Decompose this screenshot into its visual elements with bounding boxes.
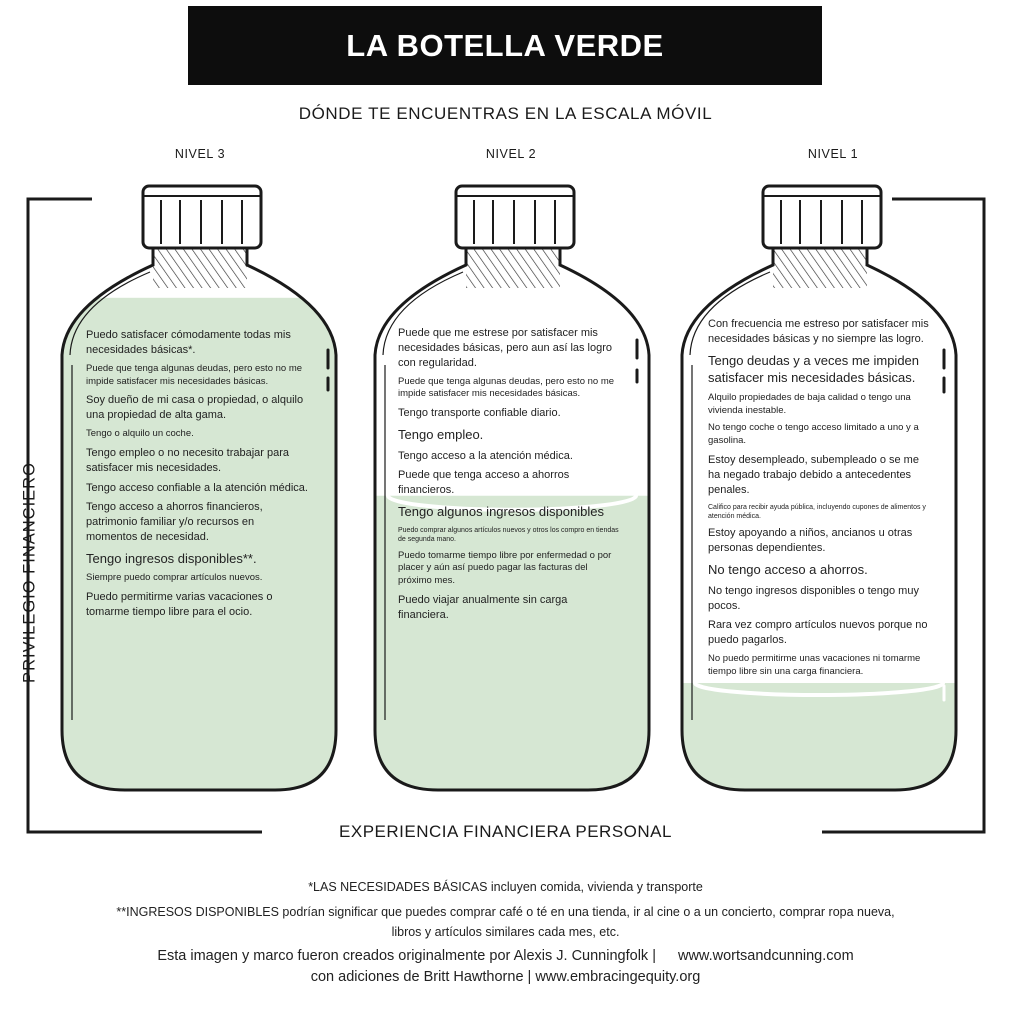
statement: Puedo satisfacer cómodamente todas mis necesidades básicas*.	[86, 329, 291, 356]
statement: Tengo acceso confiable a la atención médica.	[86, 481, 308, 494]
level-label-1: NIVEL 1	[807, 147, 859, 161]
bottle-text-level-3	[86, 328, 308, 625]
liquid-fill	[675, 683, 965, 800]
statement: Puede que me estrese por satisfacer mis necesidades básicas, pero aun así las logro con regularidad.	[398, 327, 613, 369]
statement: Soy dueño de mi casa o propiedad, o alquilo una propiedad de alta gama.	[86, 394, 304, 422]
statement: Rara vez compro artículos nuevos porque no puedo pagarlos.	[708, 619, 928, 647]
statement: Tengo algunos ingresos disponibles	[398, 504, 604, 520]
statement: Puedo tomarme tiempo libre por enfermedad o por placer y aún así puedo pagar las facturas del próximo mes.	[398, 549, 612, 587]
credits	[0, 946, 1011, 988]
footnote-necesidades: *LAS NECESIDADES BÁSICAS incluyen comida, vivienda y transporte	[308, 880, 703, 894]
statement: Tengo acceso a ahorros financieros, patrimonio familiar y/o recursos en momentos de necesidad.	[86, 501, 263, 544]
statement: Puede que tenga algunas deudas, pero esto no me impide satisfacer mis necesidades básicas.	[398, 375, 615, 400]
statement: Puedo permitirme varias vacaciones o tomarme tiempo libre para el ocio.	[86, 591, 273, 619]
page-title: LA BOTELLA VERDE	[346, 27, 664, 63]
statement: Alquilo propiedades de baja calidad o tengo una vivienda inestable.	[708, 391, 911, 416]
credit-link-worts[interactable]: www.wortsandcunning.com	[677, 948, 854, 964]
statement: Puedo viajar anualmente sin carga financiera.	[398, 593, 568, 621]
subtitle: DÓNDE TE ENCUENTRAS EN LA ESCALA MÓVIL	[298, 104, 713, 123]
statement: Tengo empleo o no necesito trabajar para satisfacer mis necesidades.	[86, 446, 290, 474]
statement: Tengo o alquilo un coche.	[86, 428, 194, 439]
statement: Siempre puedo comprar artículos nuevos.	[86, 572, 263, 584]
statement: Tengo transporte confiable diario.	[398, 407, 561, 420]
statement: Califico para recibir ayuda pública, incluyendo cupones de alimentos y atención médica.	[708, 503, 926, 520]
statement: Tengo acceso a la atención médica.	[398, 449, 573, 462]
statement: Tengo ingresos disponibles**.	[86, 550, 257, 566]
level-label-2: NIVEL 2	[485, 147, 537, 161]
statement: No tengo acceso a ahorros.	[708, 562, 868, 578]
credit-author: Esta imagen y marco fueron creados originalmente por Alexis J. Cunningfolk |	[157, 948, 656, 964]
footnote-ingresos: **INGRESOS DISPONIBLES podrían significar que puedes comprar café o té en una tienda, ir al cine o a un concierto, comprar ropa nueva, libros y artículos similares cada mes, etc.	[116, 905, 895, 939]
credit-additions: con adiciones de Britt Hawthorne | www.embracingequity.org	[310, 969, 701, 986]
statement: No tengo coche o tengo acceso limitado a uno y a gasolina.	[708, 422, 919, 447]
level-label-3: NIVEL 3	[174, 147, 226, 161]
bottle-text-level-2	[398, 326, 620, 628]
statement: Estoy desempleado, subempleado o se me ha negado trabajo debido a antecedentes penales.	[708, 454, 919, 496]
statement: Puede que tenga acceso a ahorros financieros.	[398, 469, 570, 497]
statement: Puede que tenga algunas deudas, pero esto no me impide satisfacer mis necesidades básicas.	[86, 362, 303, 387]
statement: No tengo ingresos disponibles o tengo muy pocos.	[708, 584, 919, 612]
axis-bottom-label: EXPERIENCIA FINANCIERA PERSONAL	[339, 822, 672, 841]
axis-left-label: PRIVILEGIO FINANCIERO	[20, 462, 39, 683]
statement: Con frecuencia me estreso por satisfacer mis necesidades básicas y no siempre las logro.	[708, 318, 929, 345]
statement: Puedo comprar algunos artículos nuevos y otros los compro en tiendas de segunda mano.	[398, 526, 619, 544]
footnotes	[0, 878, 1011, 948]
bottle-text-level-1	[708, 317, 934, 684]
statement: No puedo permitirme unas vacaciones ni tomarme tiempo libre sin una carga financiera.	[708, 653, 921, 677]
statement: Tengo deudas y a veces me impiden satisfacer mis necesidades básicas.	[708, 352, 920, 386]
statement: Tengo empleo.	[398, 427, 484, 442]
statement: Estoy apoyando a niños, ancianos u otras personas dependientes.	[708, 527, 913, 555]
